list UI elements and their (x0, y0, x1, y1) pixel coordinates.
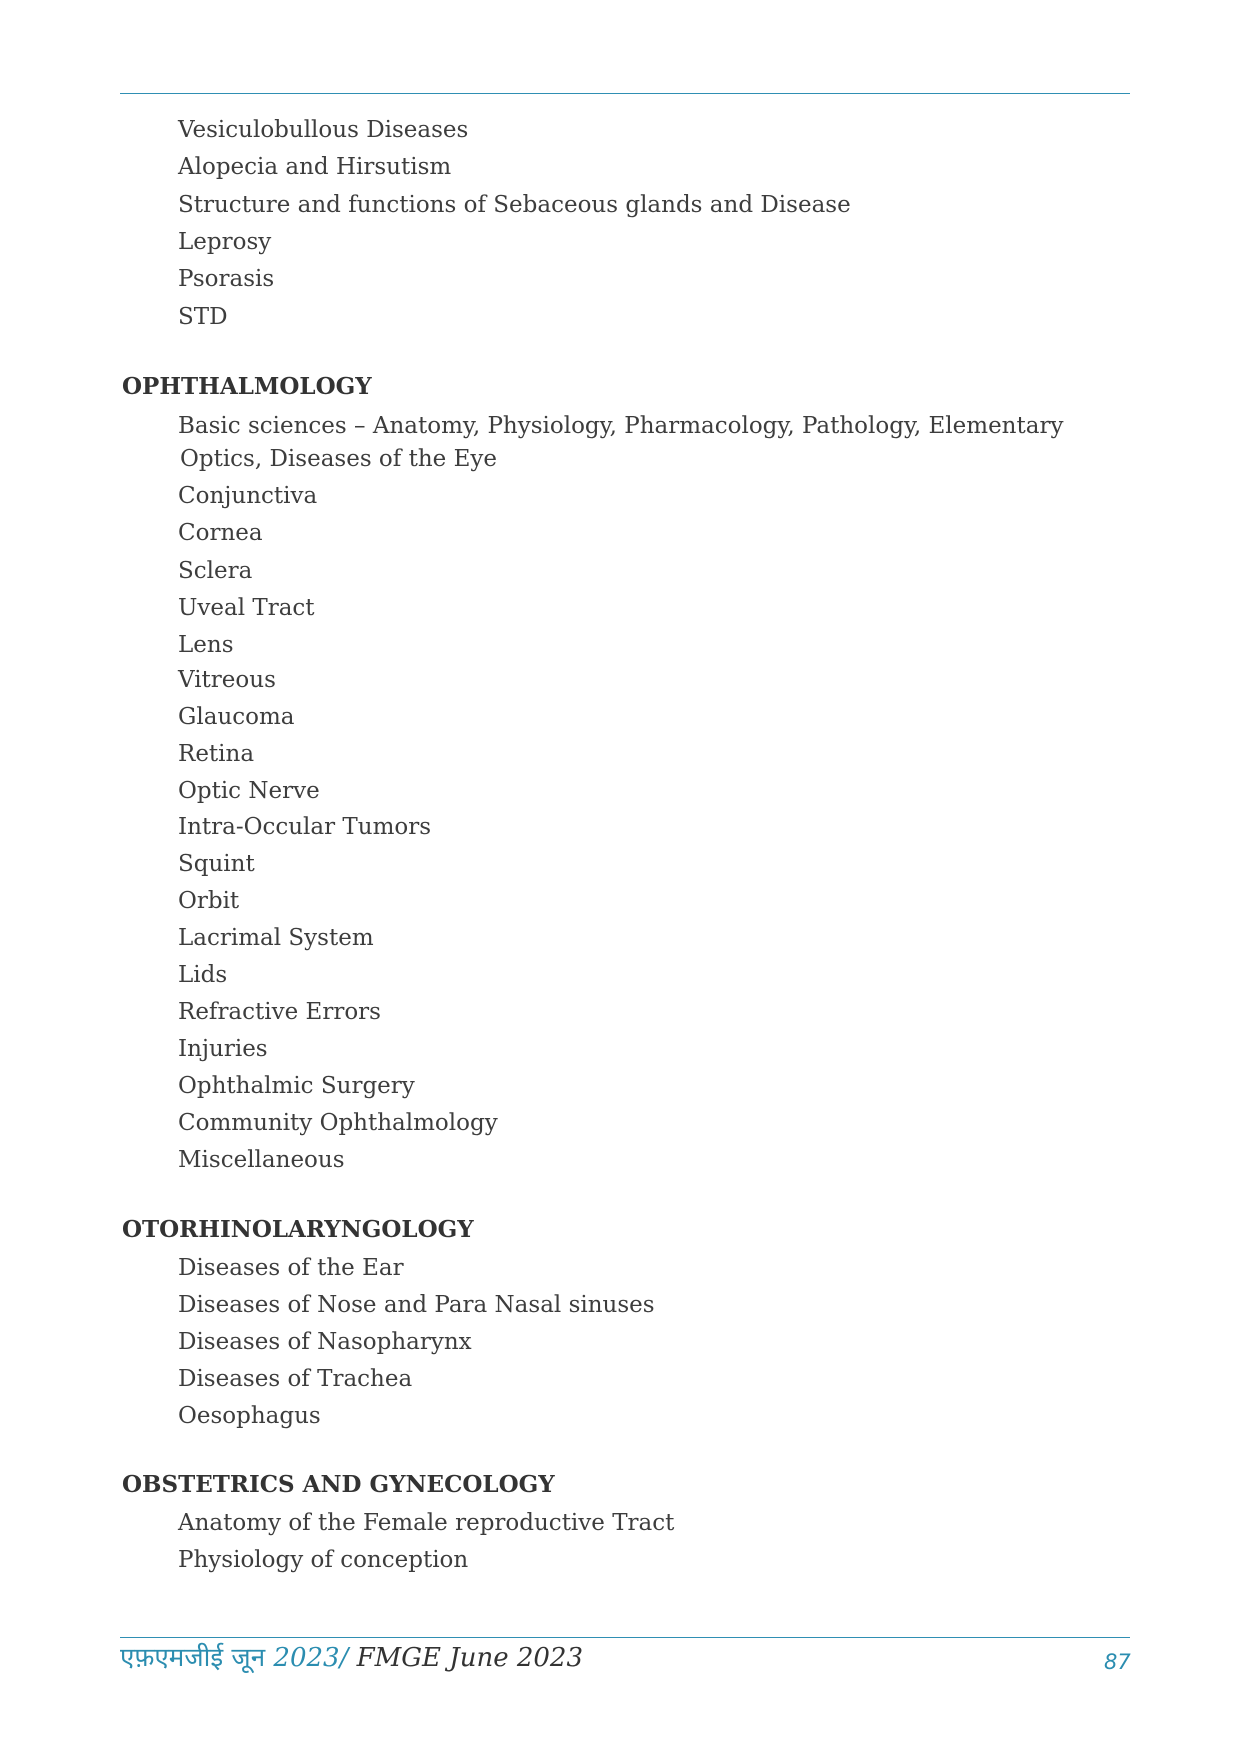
list-item: Diseases of Nasopharynx (178, 1329, 472, 1355)
footer-year: 2023/ (265, 1643, 349, 1673)
list-item: Diseases of Nose and Para Nasal sinuses (178, 1292, 655, 1318)
list-item: Psorasis (178, 266, 275, 292)
list-item: Sclera (178, 558, 253, 584)
section-heading-otorhinolaryngology: OTORHINOLARYNGOLOGY (122, 1216, 474, 1243)
list-item: Injuries (178, 1036, 268, 1062)
footer-hindi-title: एफ़एमजीई जून (120, 1643, 266, 1673)
list-item: Miscellaneous (178, 1147, 345, 1173)
list-item: Community Ophthalmology (178, 1110, 498, 1136)
list-item: Conjunctiva (178, 483, 318, 509)
bottom-rule (120, 1637, 1130, 1638)
list-item: Glaucoma (178, 704, 295, 730)
list-item: Squint (178, 851, 255, 877)
list-item: Lacrimal System (178, 925, 374, 951)
list-item: Retina (178, 741, 255, 767)
footer-title (120, 1642, 583, 1674)
list-item: Lens (178, 632, 234, 658)
list-item: Structure and functions of Sebaceous glands and Disease (178, 192, 851, 218)
list-item: Vesiculobullous Diseases (178, 117, 469, 143)
list-item: Leprosy (178, 229, 272, 255)
list-item: Physiology of conception (178, 1547, 469, 1573)
list-item: Cornea (178, 520, 263, 546)
list-item: Alopecia and Hirsutism (178, 154, 452, 180)
list-item: Basic sciences – Anatomy, Physiology, Pharmacology, Pathology, Elementary (178, 413, 1064, 439)
list-item: Intra-Occular Tumors (178, 814, 432, 840)
page-number: 87 (1104, 1650, 1131, 1674)
list-item: Diseases of Trachea (178, 1366, 413, 1392)
footer-english-title: FMGE June 2023 (348, 1643, 584, 1673)
list-item: Diseases of the Ear (178, 1255, 404, 1281)
list-item-continuation: Optics, Diseases of the Eye (180, 446, 497, 472)
list-item: Anatomy of the Female reproductive Tract (178, 1510, 675, 1536)
list-item: Ophthalmic Surgery (178, 1073, 415, 1099)
section-heading-ophthalmology: OPHTHALMOLOGY (122, 373, 372, 400)
list-item: Oesophagus (178, 1403, 321, 1429)
list-item: Lids (178, 962, 228, 988)
list-item: Refractive Errors (178, 999, 381, 1025)
list-item: Orbit (178, 888, 240, 914)
list-item: Uveal Tract (178, 595, 315, 621)
list-item: Optic Nerve (178, 778, 320, 804)
list-item: STD (178, 304, 228, 330)
top-rule (120, 93, 1130, 94)
list-item: Vitreous (178, 667, 276, 693)
section-heading-obstetrics: OBSTETRICS AND GYNECOLOGY (122, 1471, 555, 1498)
